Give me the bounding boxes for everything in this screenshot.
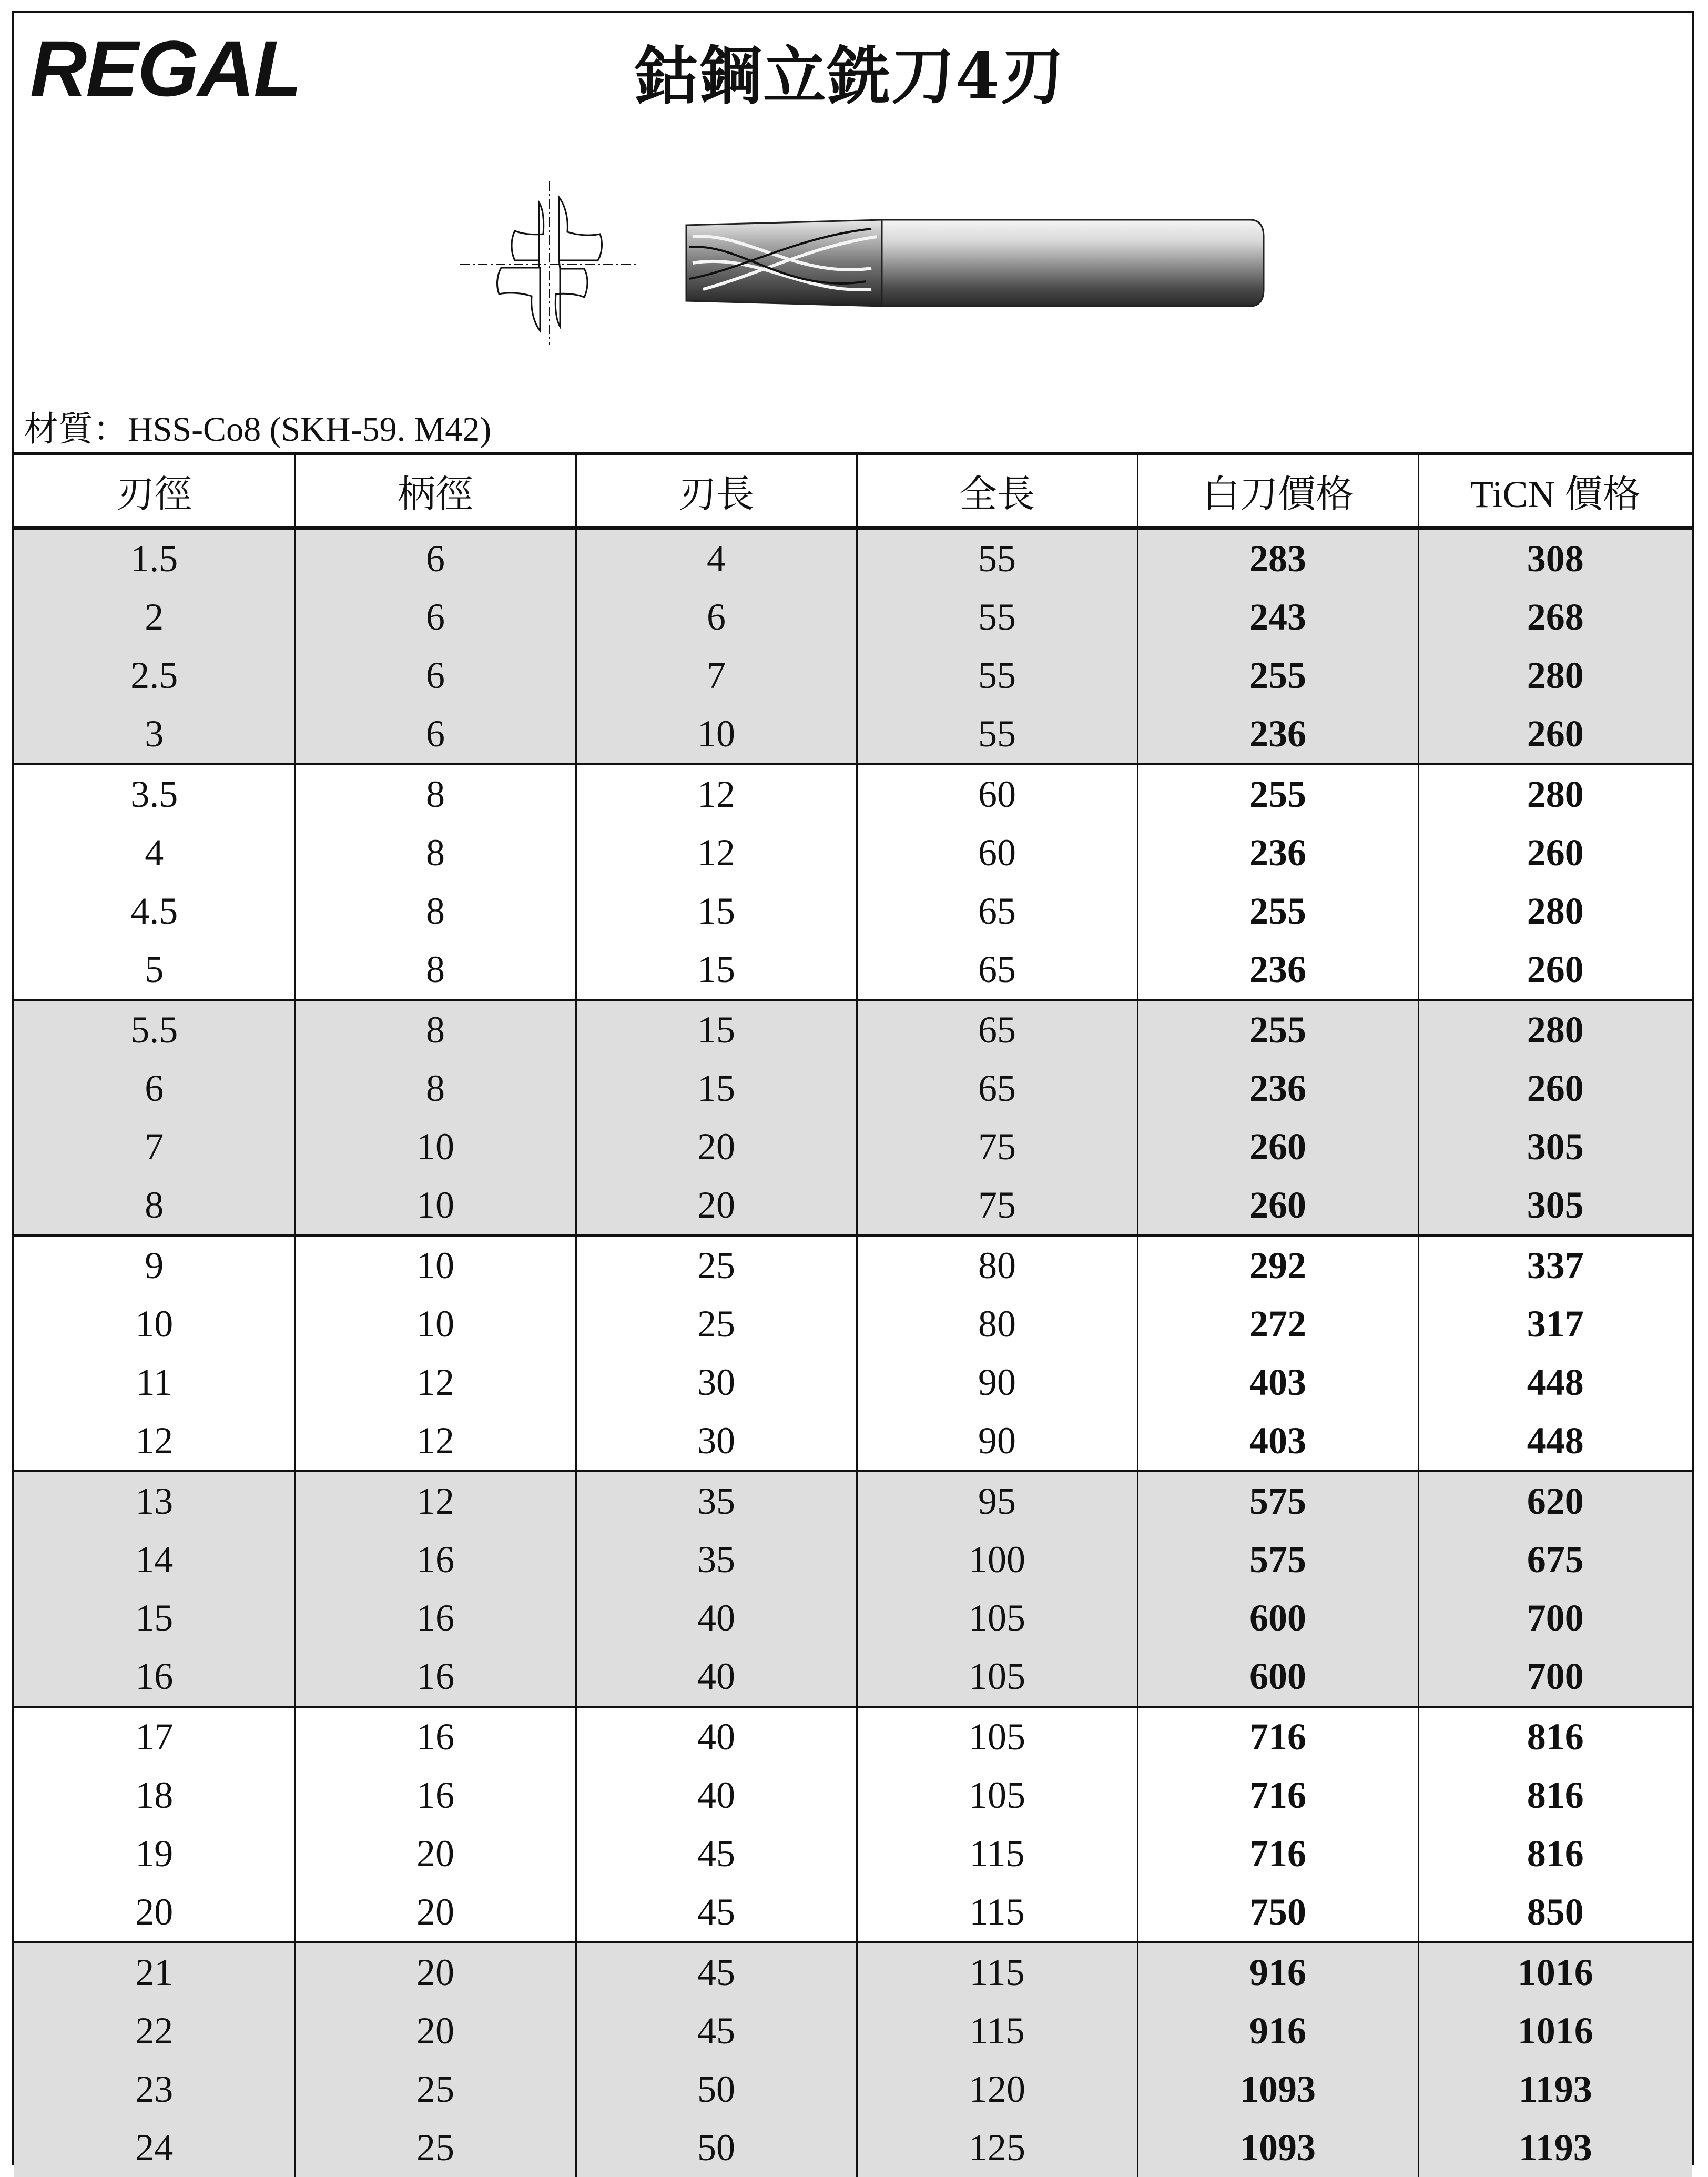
cell-overall-length: 95 [857, 1471, 1137, 1531]
cell-shank-diameter: 8 [295, 882, 576, 940]
cell-overall-length: 120 [857, 2060, 1137, 2119]
cell-flute-length: 30 [576, 1353, 857, 1412]
cell-flute-length: 15 [576, 1000, 857, 1059]
cell-shank-diameter: 20 [295, 1942, 576, 2002]
cell-cutting-diameter: 5 [14, 940, 295, 1000]
cell-shank-diameter: 10 [295, 1236, 576, 1295]
cell-ticn-price: 280 [1418, 1000, 1692, 1059]
cell-uncoated-price: 575 [1137, 1471, 1418, 1531]
table-row [14, 1412, 1692, 1471]
cell-cutting-diameter: 1.5 [14, 528, 295, 588]
table-row [14, 1471, 1692, 1531]
cell-overall-length: 115 [857, 1825, 1137, 1883]
cell-ticn-price: 260 [1527, 832, 1584, 874]
cell-overall-length: 60 [857, 824, 1137, 882]
cell-overall-length: 80 [857, 1295, 1137, 1353]
cell-cutting-diameter: 6 [14, 1059, 295, 1118]
table-row [14, 1942, 1692, 2002]
cell-overall-length: 65 [857, 1000, 1137, 1059]
cell-overall-length: 115 [857, 1942, 1137, 2002]
cell-ticn-price: 305 [1418, 1118, 1692, 1176]
price-table [14, 455, 1692, 2177]
cell-shank-diameter: 12 [295, 1471, 576, 1531]
cell-uncoated-price: 600 [1137, 1589, 1418, 1647]
cell-uncoated-price: 292 [1137, 1236, 1418, 1295]
cell-shank-diameter: 8 [295, 1000, 576, 1059]
table-row [14, 528, 1692, 588]
table-row [14, 1766, 1692, 1825]
cell-uncoated-price: 255 [1137, 882, 1418, 940]
cell-uncoated-price: 575 [1137, 1531, 1418, 1589]
table-row [14, 2060, 1692, 2119]
cell-cutting-diameter: 15 [14, 1589, 295, 1647]
cell-cutting-diameter: 3 [14, 705, 295, 764]
cell-ticn-price: 850 [1418, 1883, 1692, 1942]
cell-uncoated-price: 260 [1137, 1176, 1418, 1236]
table-row [14, 1883, 1692, 1942]
cell-uncoated-price: 600 [1137, 1647, 1418, 1707]
cell-overall-length: 60 [857, 764, 1137, 824]
cell-flute-length: 40 [576, 1647, 857, 1707]
table-row [14, 1118, 1692, 1176]
cell-uncoated-price: 260 [1137, 1118, 1418, 1176]
price-sheet [12, 11, 1694, 2169]
table-row [14, 824, 1692, 882]
cell-cutting-diameter: 24 [14, 2119, 295, 2177]
cell-ticn-price: 268 [1418, 588, 1692, 646]
cell-cutting-diameter: 22 [14, 2002, 295, 2060]
column-header-cutting-diameter: 刃徑 [14, 455, 295, 528]
table-row [14, 1589, 1692, 1647]
cell-flute-length: 50 [576, 2060, 857, 2119]
cell-flute-length: 7 [576, 646, 857, 705]
cell-overall-length: 105 [857, 1766, 1137, 1825]
cell-ticn-price: 260 [1418, 705, 1692, 764]
table-row [14, 2119, 1692, 2177]
cell-cutting-diameter: 5.5 [14, 1000, 295, 1059]
table-body [14, 528, 1692, 2177]
cell-cutting-diameter: 20 [14, 1883, 295, 1942]
table-row [14, 1236, 1692, 1295]
cell-cutting-diameter: 7 [14, 1118, 295, 1176]
cell-ticn-price: 448 [1418, 1412, 1692, 1471]
cell-overall-length: 65 [857, 1059, 1137, 1118]
cell-flute-length: 10 [576, 705, 857, 764]
cell-ticn-price: 1193 [1418, 2119, 1692, 2177]
cell-shank-diameter: 20 [295, 1825, 576, 1883]
table-header-row [14, 455, 1692, 528]
cell-uncoated-price: 716 [1137, 1707, 1418, 1766]
cell-uncoated-price: 403 [1137, 1353, 1418, 1412]
cell-cutting-diameter: 10 [14, 1295, 295, 1353]
cell-shank-diameter: 12 [295, 1412, 576, 1471]
cell-shank-diameter: 6 [295, 528, 576, 588]
cell-flute-length: 12 [576, 824, 857, 882]
table-row [14, 1647, 1692, 1707]
table-row [14, 646, 1692, 705]
cell-uncoated-price: 750 [1137, 1883, 1418, 1942]
cell-shank-diameter: 6 [295, 705, 576, 764]
cell-uncoated-price: 272 [1137, 1295, 1418, 1353]
material-spec: 材質：HSS-Co8 (SKH-59. M42) [24, 410, 492, 449]
cell-shank-diameter: 6 [295, 588, 576, 646]
cell-flute-length: 50 [576, 2119, 857, 2177]
cell-shank-diameter: 25 [295, 2060, 576, 2119]
cell-uncoated-price: 243 [1137, 588, 1418, 646]
cell-overall-length: 65 [857, 882, 1137, 940]
table-row [14, 1000, 1692, 1059]
table-row [14, 2002, 1692, 2060]
cell-uncoated-price: 255 [1137, 764, 1418, 824]
cell-uncoated-price: 236 [1137, 1059, 1418, 1118]
cell-overall-length: 80 [857, 1236, 1137, 1295]
table-row [14, 1059, 1692, 1118]
cell-overall-length: 100 [857, 1531, 1137, 1589]
cell-uncoated-price: 1093 [1137, 2060, 1418, 2119]
table-row [14, 705, 1692, 764]
cell-ticn-price: 317 [1527, 1303, 1584, 1345]
table-row [14, 882, 1692, 940]
cell-shank-diameter: 8 [295, 824, 576, 882]
end-mill-side-view-icon [682, 216, 1266, 310]
column-header-overall-length: 全長 [857, 455, 1137, 528]
cell-cutting-diameter: 23 [14, 2060, 295, 2119]
cell-uncoated-price: 236 [1137, 824, 1418, 882]
cell-overall-length: 115 [857, 1883, 1137, 1942]
table-row [14, 764, 1692, 824]
cell-ticn-price: 816 [1527, 1774, 1584, 1816]
cell-ticn-price: 816 [1527, 1832, 1584, 1875]
cell-cutting-diameter: 3.5 [14, 764, 295, 824]
cell-overall-length: 125 [857, 2119, 1137, 2177]
cell-shank-diameter: 10 [295, 1295, 576, 1353]
cell-flute-length: 20 [576, 1118, 857, 1176]
cell-uncoated-price: 255 [1137, 1000, 1418, 1059]
cell-flute-length: 35 [576, 1471, 857, 1531]
cell-shank-diameter: 20 [295, 2002, 576, 2060]
cell-cutting-diameter: 2.5 [14, 646, 295, 705]
cell-ticn-price: 1016 [1418, 2002, 1692, 2060]
cell-shank-diameter: 16 [295, 1707, 576, 1766]
table-row [14, 1707, 1692, 1766]
cell-uncoated-price: 236 [1137, 940, 1418, 1000]
cell-shank-diameter: 10 [295, 1118, 576, 1176]
cell-cutting-diameter: 8 [14, 1176, 295, 1236]
cell-shank-diameter: 25 [295, 2119, 576, 2177]
cell-ticn-price: 305 [1418, 1176, 1692, 1236]
cell-ticn-price: 700 [1418, 1647, 1692, 1707]
table-row [14, 1531, 1692, 1589]
sheet-header [14, 13, 1692, 455]
table-row [14, 1176, 1692, 1236]
cell-uncoated-price: 1093 [1137, 2119, 1418, 2177]
cell-shank-diameter: 8 [295, 764, 576, 824]
cell-overall-length: 105 [857, 1707, 1137, 1766]
table-row [14, 1295, 1692, 1353]
cell-flute-length: 15 [576, 940, 857, 1000]
cell-shank-diameter: 16 [295, 1647, 576, 1707]
cell-flute-length: 40 [576, 1589, 857, 1647]
cell-ticn-price: 448 [1527, 1361, 1584, 1403]
cell-ticn-price: 1016 [1418, 1942, 1692, 2002]
cell-shank-diameter: 6 [295, 646, 576, 705]
cell-overall-length: 65 [857, 940, 1137, 1000]
table-row [14, 940, 1692, 1000]
cell-overall-length: 90 [857, 1412, 1137, 1471]
cell-flute-length: 15 [576, 882, 857, 940]
cell-overall-length: 55 [857, 646, 1137, 705]
cell-flute-length: 25 [576, 1236, 857, 1295]
cell-shank-diameter: 20 [295, 1883, 576, 1942]
cell-cutting-diameter: 17 [14, 1707, 295, 1766]
cell-flute-length: 30 [576, 1412, 857, 1471]
cell-cutting-diameter: 18 [14, 1766, 295, 1825]
column-header-uncoated-price: 白刀價格 [1137, 455, 1418, 528]
cell-ticn-price: 675 [1418, 1531, 1692, 1589]
cell-cutting-diameter: 13 [14, 1471, 295, 1531]
cell-cutting-diameter: 4.5 [14, 882, 295, 940]
cell-cutting-diameter: 14 [14, 1531, 295, 1589]
page-title: 鈷鋼立銑刀4刃 [635, 39, 1065, 113]
cell-cutting-diameter: 21 [14, 1942, 295, 2002]
cell-flute-length: 25 [576, 1295, 857, 1353]
cell-flute-length: 4 [576, 528, 857, 588]
cell-uncoated-price: 716 [1137, 1766, 1418, 1825]
cell-uncoated-price: 716 [1137, 1825, 1418, 1883]
cell-ticn-price: 260 [1418, 1059, 1692, 1118]
cell-ticn-price: 280 [1418, 646, 1692, 705]
cell-flute-length: 6 [576, 588, 857, 646]
cell-ticn-price: 280 [1527, 890, 1584, 932]
cell-ticn-price: 308 [1418, 528, 1692, 588]
cell-uncoated-price: 236 [1137, 705, 1418, 764]
cell-flute-length: 45 [576, 1825, 857, 1883]
cell-uncoated-price: 916 [1137, 1942, 1418, 2002]
cell-shank-diameter: 16 [295, 1766, 576, 1825]
cell-uncoated-price: 255 [1137, 646, 1418, 705]
cell-ticn-price: 260 [1418, 940, 1692, 1000]
end-mill-end-view-icon [460, 181, 639, 345]
cell-overall-length: 75 [857, 1176, 1137, 1236]
cell-cutting-diameter: 11 [14, 1353, 295, 1412]
cell-ticn-price: 816 [1527, 1716, 1584, 1758]
cell-cutting-diameter: 16 [14, 1647, 295, 1707]
cell-ticn-price: 337 [1527, 1244, 1584, 1287]
cell-flute-length: 45 [576, 1942, 857, 2002]
cell-overall-length: 55 [857, 588, 1137, 646]
cell-overall-length: 115 [857, 2002, 1137, 2060]
cell-overall-length: 105 [857, 1589, 1137, 1647]
cell-uncoated-price: 916 [1137, 2002, 1418, 2060]
cell-uncoated-price: 403 [1137, 1412, 1418, 1471]
cell-flute-length: 15 [576, 1059, 857, 1118]
cell-cutting-diameter: 4 [14, 824, 295, 882]
cell-overall-length: 75 [857, 1118, 1137, 1176]
column-header-flute-length: 刃長 [576, 455, 857, 528]
table-row [14, 588, 1692, 646]
column-header-shank-diameter: 柄徑 [295, 455, 576, 528]
cell-overall-length: 105 [857, 1647, 1137, 1707]
cell-ticn-price: 1193 [1418, 2060, 1692, 2119]
cell-flute-length: 12 [576, 764, 857, 824]
cell-shank-diameter: 8 [295, 940, 576, 1000]
cell-ticn-price: 280 [1527, 773, 1584, 815]
cell-shank-diameter: 8 [295, 1059, 576, 1118]
cell-uncoated-price: 283 [1137, 528, 1418, 588]
cell-shank-diameter: 10 [295, 1176, 576, 1236]
cell-shank-diameter: 16 [295, 1589, 576, 1647]
cell-flute-length: 40 [576, 1707, 857, 1766]
cell-flute-length: 35 [576, 1531, 857, 1589]
cell-flute-length: 40 [576, 1766, 857, 1825]
cell-shank-diameter: 12 [295, 1353, 576, 1412]
cell-cutting-diameter: 12 [14, 1412, 295, 1471]
cell-overall-length: 55 [857, 705, 1137, 764]
table-row [14, 1353, 1692, 1412]
cell-cutting-diameter: 19 [14, 1825, 295, 1883]
column-header-ticn-price: TiCN 價格 [1418, 455, 1692, 528]
cell-shank-diameter: 16 [295, 1531, 576, 1589]
cell-cutting-diameter: 2 [14, 588, 295, 646]
cell-ticn-price: 700 [1418, 1589, 1692, 1647]
brand-logo: REGAL [30, 24, 301, 113]
cell-overall-length: 55 [857, 528, 1137, 588]
cell-flute-length: 45 [576, 2002, 857, 2060]
table-row [14, 1825, 1692, 1883]
cell-flute-length: 45 [576, 1883, 857, 1942]
cell-flute-length: 20 [576, 1176, 857, 1236]
cell-ticn-price: 620 [1418, 1471, 1692, 1531]
cell-cutting-diameter: 9 [14, 1236, 295, 1295]
cell-overall-length: 90 [857, 1353, 1137, 1412]
